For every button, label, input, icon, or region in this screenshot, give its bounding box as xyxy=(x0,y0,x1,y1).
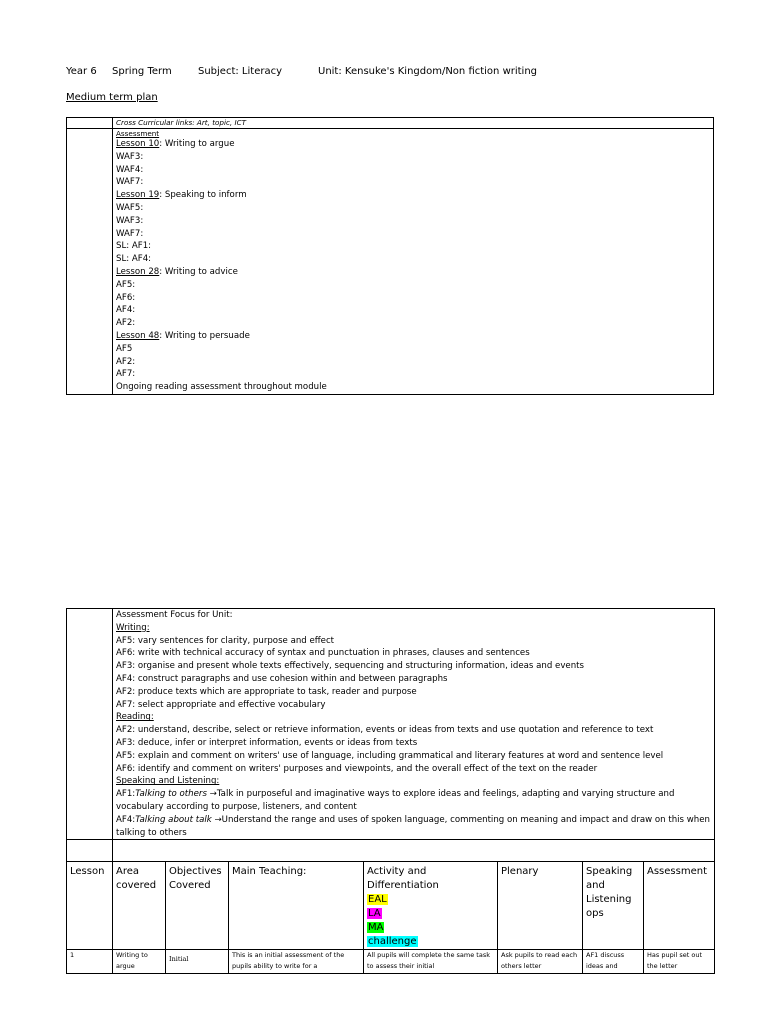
writing-af-item: AF2: produce texts which are appropriate to task, reader and purpose xyxy=(116,686,417,697)
writing-af-item: AF7: select appropriate and effective vocabulary xyxy=(116,699,326,710)
assessment-line: WAF4: xyxy=(116,164,144,175)
lesson-title: : Writing to advice xyxy=(159,266,238,277)
assessment-lines xyxy=(116,138,710,394)
assessment-table xyxy=(66,117,714,395)
ma-label: MA xyxy=(368,922,384,934)
row1-speaking: AF1 discuss ideas and xyxy=(583,950,644,974)
row1-main: This is an initial assessment of the pupils ability to write for a xyxy=(229,950,364,974)
reading-heading: Reading: xyxy=(116,712,154,723)
assessment-line xyxy=(116,266,710,279)
col-activity xyxy=(364,862,498,950)
assessment-line: AF2: xyxy=(116,356,136,367)
assessment-line: WAF7: xyxy=(116,177,144,188)
assessment-line: SL: AF4: xyxy=(116,254,152,265)
reading-af-item: AF3: deduce, infer or interpret information, events or ideas from texts xyxy=(116,737,418,748)
focus-cell xyxy=(113,609,715,840)
assessment-line xyxy=(116,138,710,151)
col-main-teaching: Main Teaching: xyxy=(229,862,364,950)
cross-curricular-row xyxy=(67,118,714,129)
writing-af-item: AF5: vary sentences for clarity, purpose and effect xyxy=(116,635,335,646)
lesson-label: Lesson 19 xyxy=(116,190,160,201)
lesson-title: : Speaking to inform xyxy=(159,190,247,201)
assessment-line: WAF7: xyxy=(116,228,144,239)
blank-cell xyxy=(67,128,113,394)
lesson-label: Lesson 48 xyxy=(116,330,160,341)
focus-row xyxy=(67,609,715,840)
subject-label: Subject: Literacy xyxy=(198,66,283,77)
blank-cell xyxy=(67,118,113,129)
arrow-icon: → xyxy=(209,789,217,800)
blank-cell xyxy=(113,840,715,862)
cross-curricular-cell: Cross Curricular links: Art, topic, ICT xyxy=(113,118,714,129)
lesson-title: : Writing to argue xyxy=(159,139,235,149)
term-label: Spring Term xyxy=(112,66,172,77)
reading-af-item: AF5: explain and comment on writers' use of language, including grammatical and literary features at word and sentence level xyxy=(116,750,664,761)
reading-list xyxy=(116,724,711,775)
lesson-title: : Writing to persuade xyxy=(159,330,250,341)
assessment-line xyxy=(116,189,710,202)
eal-label: EAL xyxy=(368,894,387,906)
sl-af4 xyxy=(116,814,711,840)
assessment-line: Ongoing reading assessment throughout module xyxy=(116,382,327,393)
sl-af4-code: AF4: xyxy=(116,814,136,825)
assessment-line: AF4: xyxy=(116,305,136,316)
row1-activity: All pupils will complete the same task to assess their initial xyxy=(364,950,498,974)
sl-af1-text: Talk in purposeful and imaginative ways to explore ideas and feelings, adapting and varying structure and vocabulary according to purpose, listeners, and content xyxy=(116,789,675,812)
assessment-line xyxy=(116,330,710,343)
spacer-row xyxy=(67,840,715,862)
column-header-row xyxy=(67,862,715,950)
lesson-label: Lesson 10 xyxy=(116,139,160,149)
assessment-line: WAF3: xyxy=(116,215,144,226)
unit-label: Unit: Kensuke's Kingdom/Non fiction writing xyxy=(318,66,538,77)
lesson-row-1 xyxy=(67,950,715,974)
assessment-line: AF5: xyxy=(116,279,136,290)
assessment-line: AF6: xyxy=(116,292,136,303)
writing-af-item: AF3: organise and present whole texts effectively, sequencing and structuring information, ideas and events xyxy=(116,661,584,672)
col-area: Area covered xyxy=(113,862,166,950)
assessment-line: AF2: xyxy=(116,318,136,329)
writing-af-item: AF6: write with technical accuracy of syntax and punctuation in phrases, clauses and sentences xyxy=(116,648,530,659)
assessment-line: WAF5: xyxy=(116,202,144,213)
arrow-icon: → xyxy=(214,814,222,825)
focus-heading: Assessment Focus for Unit: xyxy=(116,610,233,620)
row1-lesson: 1 xyxy=(67,950,113,974)
assessment-row xyxy=(67,128,714,394)
row1-area: Writing to argue xyxy=(113,950,166,974)
col-lesson: Lesson xyxy=(67,862,113,950)
sl-af1-italic: Talking to others xyxy=(135,789,207,800)
writing-list xyxy=(116,635,711,712)
lesson-label: Lesson 28 xyxy=(116,266,160,277)
col-speaking: Speaking and Listening ops xyxy=(583,862,644,950)
plan-title: Medium term plan xyxy=(66,92,158,103)
blank-cell xyxy=(67,609,113,840)
la-label: LA xyxy=(368,908,381,920)
assessment-line: WAF3: xyxy=(116,151,144,162)
activity-label: Activity and Differentiation xyxy=(367,866,439,892)
sl-af4-text: Understand the range and uses of spoken language, commenting on meaning and impact and draw on this when talking to others xyxy=(116,814,710,838)
writing-heading: Writing: xyxy=(116,622,150,633)
challenge-label: challenge xyxy=(368,936,417,948)
row1-plenary: Ask pupils to read each others letter xyxy=(498,950,583,974)
blank-cell xyxy=(67,840,113,862)
sl-af1 xyxy=(116,788,711,814)
sl-af4-italic: Talking about talk xyxy=(135,814,212,825)
assessment-line: SL: AF1: xyxy=(116,241,152,252)
row1-assessment: Has pupil set out the letter xyxy=(644,950,715,974)
assessment-line: AF7: xyxy=(116,369,136,380)
col-objectives: Objectives Covered xyxy=(166,862,229,950)
sl-af1-code: AF1: xyxy=(116,789,136,800)
col-assessment: Assessment xyxy=(644,862,715,950)
row1-objectives: Initial xyxy=(166,950,229,974)
unit-plan-table xyxy=(66,608,715,974)
assessment-cell xyxy=(113,128,714,394)
speaking-heading: Speaking and Listening: xyxy=(116,776,220,787)
reading-af-item: AF6: identify and comment on writers' purposes and viewpoints, and the overall effect of the text on the reader xyxy=(116,763,598,774)
assessment-heading: Assessment xyxy=(116,128,160,138)
writing-af-item: AF4: construct paragraphs and use cohesion within and between paragraphs xyxy=(116,673,448,684)
year-label: Year 6 xyxy=(66,66,97,77)
assessment-line: AF5 xyxy=(116,343,133,354)
col-plenary: Plenary xyxy=(498,862,583,950)
reading-af-item: AF2: understand, describe, select or retrieve information, events or ideas from texts and use quotation and reference to text xyxy=(116,725,654,736)
